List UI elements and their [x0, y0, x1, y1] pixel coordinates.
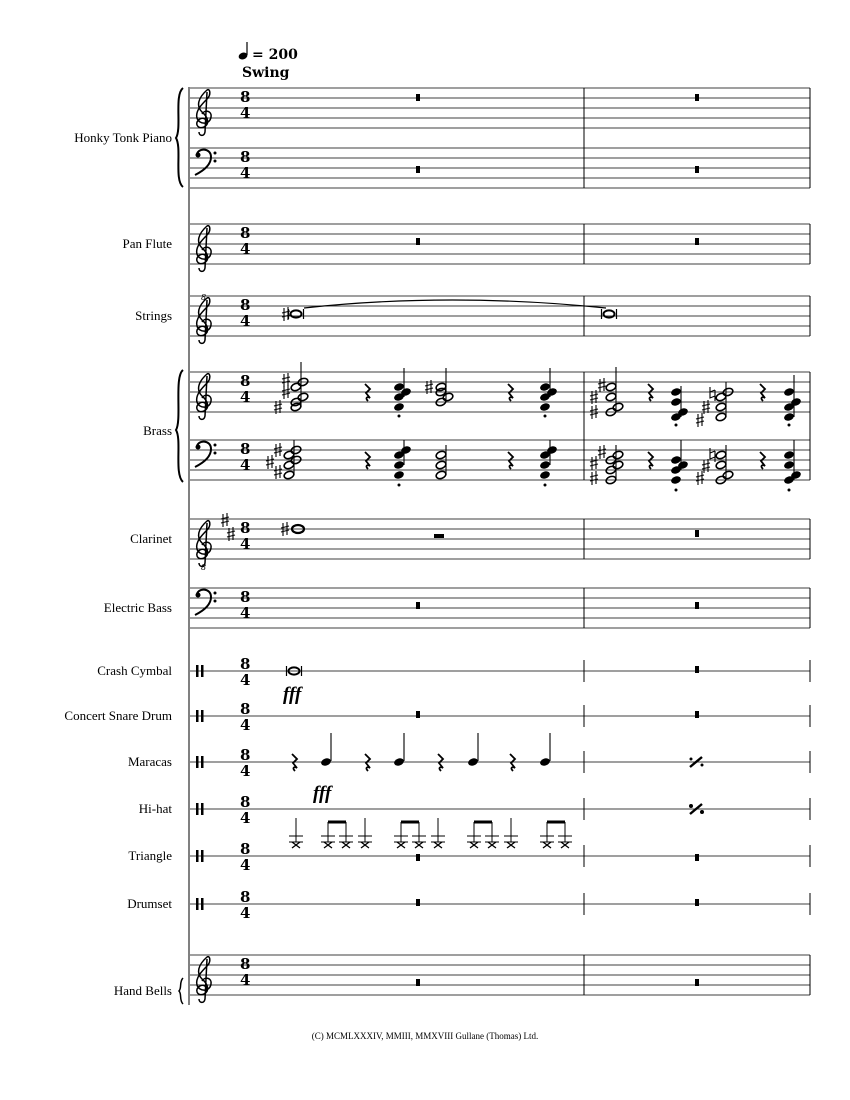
svg-text:4: 4 [240, 312, 251, 330]
svg-text:8: 8 [240, 955, 251, 973]
instrument-label: Hi-hat [138, 801, 172, 816]
svg-text:4: 4 [240, 809, 251, 827]
crash-cymbal-notes [283, 666, 303, 705]
treble-clef-icon [197, 226, 211, 272]
instrument-label: Honky Tonk Piano [74, 130, 172, 145]
instrument-label: Crash Cymbal [97, 663, 172, 678]
treble-clef-icon [197, 298, 211, 344]
half-rest [434, 534, 444, 538]
instrument-label: Triangle [128, 848, 172, 863]
svg-text:4: 4 [240, 762, 251, 780]
time-signatures [240, 88, 250, 989]
brace-piano [176, 88, 183, 187]
brace-brass [176, 370, 183, 482]
svg-text:4: 4 [240, 904, 251, 922]
svg-text:8: 8 [240, 440, 251, 458]
instrument-label: Hand Bells [113, 983, 172, 998]
treble-clef-icon [197, 374, 211, 420]
svg-text:4: 4 [240, 671, 251, 689]
bass-clef-icon [195, 442, 217, 467]
svg-text:8: 8 [201, 563, 207, 572]
treble-clef-icon [197, 957, 211, 1003]
treble-clef-icon [197, 90, 211, 136]
instrument-label: Pan Flute [122, 236, 172, 251]
svg-text:8: 8 [240, 519, 251, 537]
treble-clef-icon [197, 521, 211, 567]
clarinet-notes [281, 522, 444, 538]
tempo-marking [238, 42, 298, 81]
svg-text:8: 8 [240, 700, 251, 718]
clarinet-key-signature [221, 513, 235, 541]
svg-text:8: 8 [240, 224, 251, 242]
svg-text:4: 4 [240, 716, 251, 734]
svg-text:8: 8 [240, 296, 251, 314]
instrument-label: Strings [135, 308, 172, 323]
breve-note [289, 309, 304, 319]
instrument-labels [64, 130, 172, 998]
svg-text:4: 4 [240, 456, 251, 474]
maracas-notes [292, 733, 704, 804]
svg-text:8: 8 [240, 840, 251, 858]
svg-text:4: 4 [240, 164, 251, 182]
tempo-value: = 200 [252, 47, 298, 63]
copyright-notice: (C) MCMLXXXIV, MMIII, MMXVIII Gullane (Thomas) Ltd. [311, 1031, 539, 1041]
brace-handbells [179, 978, 183, 1004]
bass-clef-icon [195, 150, 217, 175]
svg-text:4: 4 [240, 604, 251, 622]
svg-text:4: 4 [240, 971, 251, 989]
svg-text:8: 8 [240, 148, 251, 166]
instrument-label: Concert Snare Drum [64, 708, 172, 723]
svg-text:4: 4 [240, 104, 251, 122]
brass-bass-notes [266, 440, 802, 492]
strings-notes [282, 300, 617, 321]
svg-text:8: 8 [240, 793, 251, 811]
instrument-label: Electric Bass [103, 600, 172, 615]
breve-note [602, 309, 617, 319]
svg-text:4: 4 [240, 240, 251, 258]
staff-lines [190, 88, 810, 995]
svg-text:8: 8 [240, 655, 251, 673]
instrument-label: Drumset [127, 896, 172, 911]
svg-text:8: 8 [240, 88, 251, 106]
instrument-label: Clarinet [130, 531, 172, 546]
svg-text:4: 4 [240, 388, 251, 406]
svg-text:4: 4 [240, 856, 251, 874]
hihat-notes [289, 804, 704, 848]
clefs [195, 90, 217, 1003]
svg-text:8: 8 [201, 293, 207, 302]
instrument-label: Brass [143, 423, 172, 438]
svg-text:8: 8 [240, 372, 251, 390]
dynamic-marking: fff [313, 783, 332, 804]
svg-text:8: 8 [240, 588, 251, 606]
measure-rests [416, 94, 699, 986]
tempo-text: Swing [242, 65, 290, 81]
bass-clef-icon [195, 590, 217, 615]
svg-text:4: 4 [240, 535, 251, 553]
tie [304, 300, 606, 308]
svg-text:8: 8 [240, 746, 251, 764]
instrument-label: Maracas [127, 754, 172, 769]
svg-text:8: 8 [240, 888, 251, 906]
dynamic-marking: fff [283, 684, 302, 705]
